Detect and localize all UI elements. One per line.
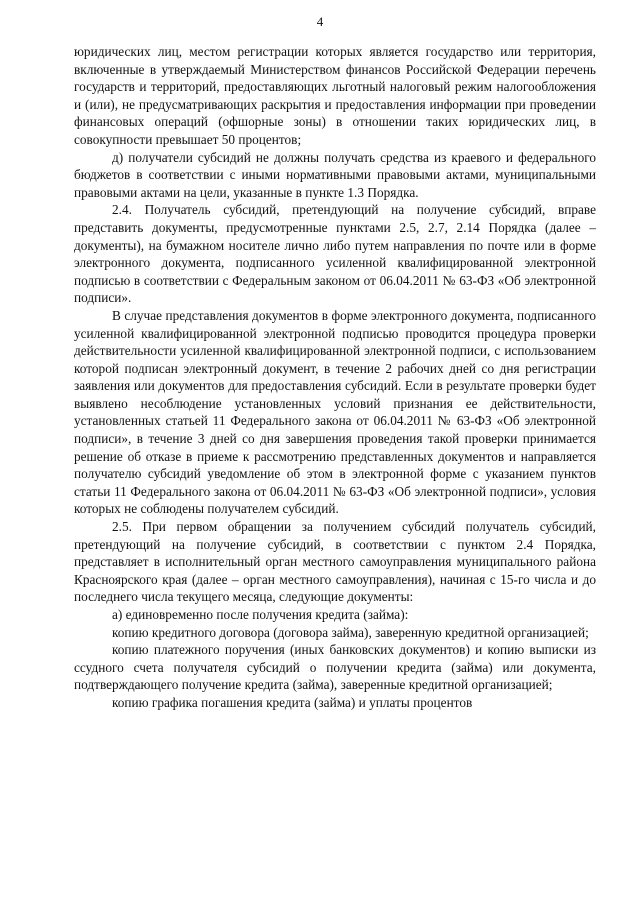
paragraph-repayment-schedule-copy: копию графика погашения кредита (займа) и уплаты процентов bbox=[112, 694, 473, 710]
paragraph-section-2-5: 2.5. При первом обращении за получением субсидий получатель субсидий, претендующий на получение субсидий, в соответствии с пунктом 2.4 Порядка, представляет в исполнительный орган местного самоуправления муниципального района Красноярского края (далее – орган местного самоуправления), начиная с 15-го числа и до последнего числа текущего месяца, следующие документы: bbox=[74, 519, 596, 605]
paragraph-item-a: а) единовременно после получения кредита (займа): bbox=[112, 607, 409, 622]
paragraph-ownership-offshore: юридических лиц, местом регистрации которых является государство или территория, включенные в утверждаемый Министерством финансов Российской Федерации перечень государств и территорий, предоставляющих льготный налоговый режим налогообложения и (или), не предусматривающих раскрытия и предоставления информации при проведении финансовых операций (офшорные зоны) в отношении таких юридических лиц, в совокупности превышает 50 процентов; bbox=[74, 44, 596, 147]
document-body bbox=[74, 43, 596, 712]
paragraph-payment-order-copy: копию платежного поручения (иных банковских документов) и копию выписки из ссудного счета получателя субсидий о получении кредита (займа) или документа, подтверждающего получение кредита (займа), заверенные кредитной организацией; bbox=[74, 642, 596, 693]
page-number: 4 bbox=[316, 14, 324, 29]
paragraph-loan-agreement-copy: копию кредитного договора (договора займа), заверенную кредитной организацией; bbox=[112, 624, 589, 640]
paragraph-subsidy-condition-d: д) получатели субсидий не должны получать средства из краевого и федерального бюджетов в соответствии с иными нормативными правовыми актами, муниципальными правовыми актами на цели, указанные в пункте 1.3 Порядка. bbox=[74, 149, 596, 200]
paragraph-section-2-4: 2.4. Получатель субсидий, претендующий на получение субсидий, вправе представить документы, предусмотренные пунктами 2.5, 2.7, 2.14 Порядка (далее – документы), на бумажном носителе лично либо путем направления по почте или в форме электронного документа, подписанного усиленной квалифицированной электронной подписью в соответствии с Федеральным законом от 06.04.2011 № 63-ФЗ «Об электронной подписи». bbox=[74, 202, 596, 306]
paragraph-electronic-signature-check: В случае представления документов в форме электронного документа, подписанного усиленной квалифицированной электронной подписью проводится процедура проверки действительности усиленной квалифицированной электронной подписи, с использованием которой подписан электронный документ, в течение 2 рабочих дней со дня регистрации заявления или документов для предоставления субсидий. Если в результате проверки будет выявлено несоблюдение установленных условий признания ее действительности, установленных статьей 11 Федерального закона от 06.04.2011 № 63-ФЗ «Об электронной подписи», в течение 3 дней со дня завершения проведения такой проверки принимается решение об отказе в приеме к рассмотрению представленных документов и направляется получателю субсидий уведомление об этом в электронной форме с указанием пунктов статьи 11 Федерального закона от 06.04.2011 № 63-ФЗ «Об электронной подписи», условия которых не соблюдены получателем субсидий. bbox=[74, 307, 596, 517]
